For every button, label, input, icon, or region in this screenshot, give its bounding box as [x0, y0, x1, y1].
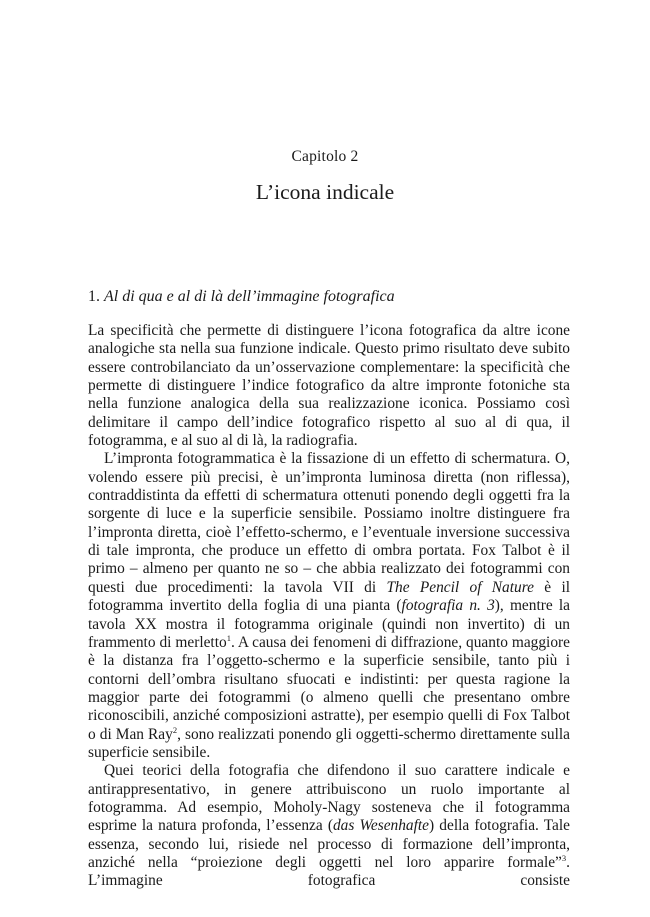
paragraph-1: La specificità che permette di distinguere l’icona fotografica da altre icone analogiche sta nella sua funzione indicale. Questo primo risultato deve subito essere controbilanciato da un’osservazione complementare: la specificità che permette di distinguere l’indice fotografico da altre impronte fotoniche sta nella funzione analogica della sua realizzazione iconica. Possiamo così delimitare il campo dell’indice fotografico rispetto al suo al di qua, il fotogramma, e al suo al di là, la radiografia. — [88, 322, 570, 450]
chapter-title: L’icona indicale — [255, 180, 395, 204]
body-text — [88, 322, 570, 891]
footnote-marker-3[interactable]: 3 — [561, 852, 567, 863]
paragraph-2 — [88, 450, 570, 762]
paragraph-3-text-c: . L’immagine fotografica consiste — [88, 853, 570, 890]
section-title: Al di qua e al di là dell’immagine fotografica — [104, 288, 395, 305]
paragraph-3-text-a: Quei teorici della fotografia che difendono il suo carattere indicale e antirappresentativo, in genere attribuiscono un ruolo importante al fotogramma. Ad esempio, Moholy-Nagy sosteneva che il fotogramma esprime la natura profonda, l’essenza ( — [88, 762, 570, 835]
section-heading — [88, 288, 395, 306]
chapter-label: Capitolo 2 — [291, 148, 359, 165]
section-number: 1. — [88, 288, 104, 305]
paragraph-2-text-a: L’impronta fotogrammatica è la fissazione di un effetto di schermatura. O, volendo essere più precisi, è un’impronta luminosa diretta (non riflessa), contraddistinta da effetti di schermatura ottenuti ponendo degli oggetti fra la sorgente di luce e la superficie sensibile. Possiamo inoltre distinguere fra l’impronta diretta, cioè l’effetto-schermo, e l’eventuale inversione successiva di tale impronta, che produce un effetto di ombra portata. Fox Talbot è il primo – almeno per quanto ne so – che abbia realizzato dei fotogrammi con questi due procedimenti: la tavola VII di — [88, 450, 570, 596]
book-title: The Pencil of Nature — [386, 578, 534, 596]
paragraph-2-text-d: . A causa dei fenomeni di diffrazione, quanto maggiore è la distanza fra l’oggetto-schermo e la superficie sensibile, tanto più i contorni dell’ombra risultano sfuocati e indistinti: per questa ragione la maggior parte dei fotogrammi (o almeno quelli che presentano ombre riconoscibili, anziché composizioni astratte), per esempio quelli di Fox Talbot o di Man Ray — [88, 633, 570, 743]
paragraph-2-text-e: , sono realizzati ponendo gli oggetti-schermo direttamente sulla superficie sensibile. — [88, 725, 570, 761]
paragraph-3 — [88, 762, 570, 890]
footnote-marker-1[interactable]: 1 — [226, 632, 231, 643]
german-term: das Wesenhafte — [332, 817, 430, 835]
paragraph-2-text-b: è il fotogramma invertito della foglia di una pianta ( — [88, 578, 571, 615]
paragraph-3-text-b: ) della fotografia. Tale essenza, secondo lui, risiede nel processo di formazione dell’impronta, anziché nella “proiezione degli oggetti nel loro apparire formale” — [88, 817, 570, 871]
figure-reference: fotografia n. 3 — [401, 597, 495, 615]
footnote-marker-2[interactable]: 2 — [172, 724, 178, 735]
paragraph-2-text-c: ), mentre la tavola XX mostra il fotogramma originale (quindi non invertito) di un frammento di merletto — [88, 597, 571, 651]
